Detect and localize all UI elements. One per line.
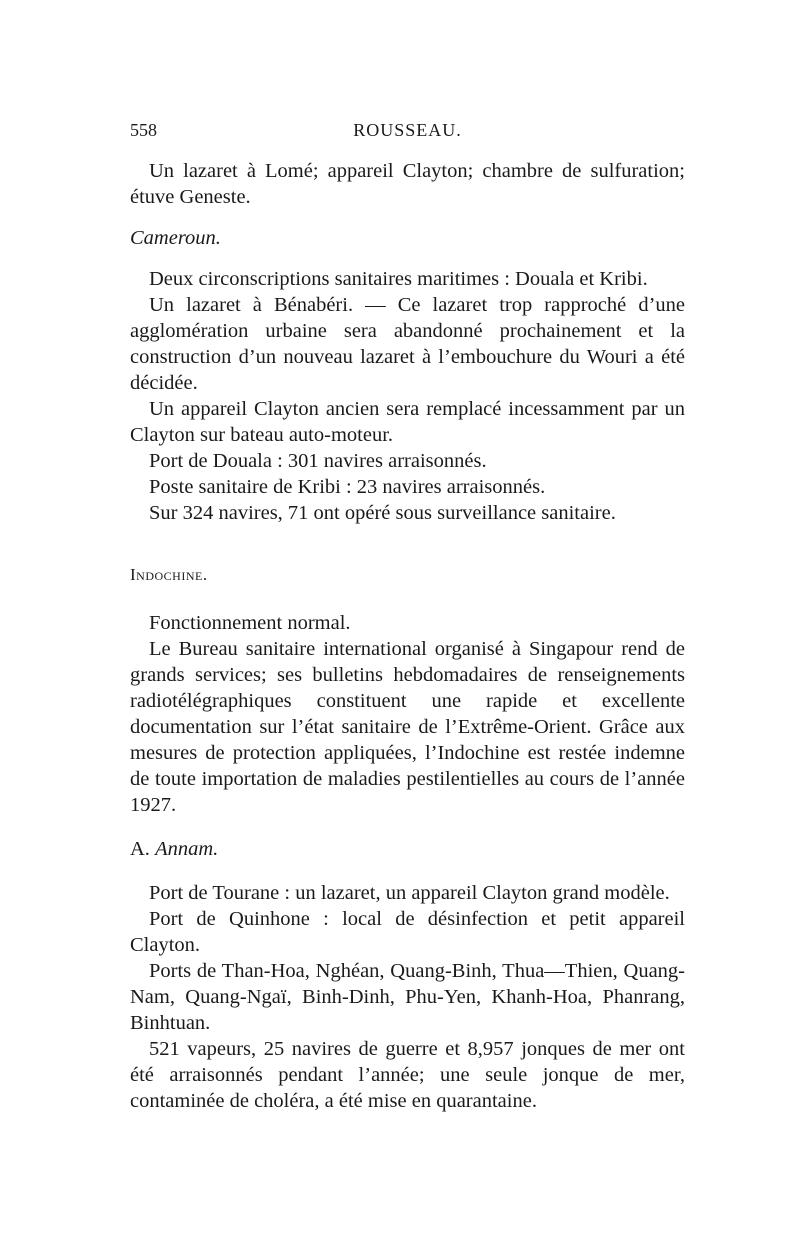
section-prefix: A. [130, 838, 150, 860]
paragraph-indochine-2: Le Bureau sanitaire international organisé à Singapour rend de grands services; ses bulletins hebdomadaires de renseignements radiotélégraphiques constituent une rapide et excellente documentation sur l’état sanitaire de l’Extrême-Orient. Grâce aux mesures de protection appliquées, l’Indochine est restée indemne de toute importation de maladies pestilentielles au cours de l’année 1927. [130, 638, 685, 816]
paragraph-cameroun-5: Poste sanitaire de Kribi : 23 navires arraisonnés. [149, 476, 546, 498]
paragraph-annam-4: 521 vapeurs, 25 navires de guerre et 8,957 jonques de mer ont été arraisonnés pendant l’année; une seule jonque de mer, contaminée de choléra, a été mise en quarantaine. [130, 1038, 685, 1112]
paragraph-indochine-1: Fonctionnement normal. [149, 612, 351, 634]
page-body [130, 158, 685, 1114]
paragraph-annam-1: Port de Tourane : un lazaret, un appareil Clayton grand modèle. [149, 882, 670, 904]
paragraph-cameroun-3: Un appareil Clayton ancien sera remplacé incessamment par un Clayton sur bateau auto-moteur. [130, 398, 685, 446]
section-title-annam-text: Annam. [155, 838, 219, 860]
page-number: 558 [130, 120, 157, 140]
section-title-cameroun: Cameroun. [130, 227, 221, 249]
section-title-indochine: Indochine. [130, 565, 208, 584]
page-header [130, 120, 685, 150]
paragraph-cameroun-4: Port de Douala : 301 navires arraisonnés. [149, 450, 487, 472]
paragraph-cameroun-6: Sur 324 navires, 71 ont opéré sous surveillance sanitaire. [149, 502, 616, 524]
paragraph-annam-2: Port de Quinhone : local de désinfection et petit appareil Clayton. [130, 908, 685, 956]
paragraph-lome: Un lazaret à Lomé; appareil Clayton; chambre de sulfuration; étuve Geneste. [130, 160, 685, 208]
running-head: ROUSSEAU. [353, 120, 462, 140]
section-title-annam [130, 836, 685, 862]
paragraph-cameroun-1: Deux circonscriptions sanitaires maritimes : Douala et Kribi. [149, 268, 648, 290]
paragraph-annam-3: Ports de Than-Hoa, Nghéan, Quang-Binh, Thua—Thien, Quang-Nam, Quang-Ngaï, Binh-Dinh, Phu-Yen, Khanh-Hoa, Phanrang, Binhtuan. [130, 960, 685, 1034]
paragraph-cameroun-2: Un lazaret à Bénabéri. — Ce lazaret trop rapproché d’une agglomération urbaine sera abandonné prochainement et la construction d’un nouveau lazaret à l’embouchure du Wouri a été décidée. [130, 294, 685, 394]
